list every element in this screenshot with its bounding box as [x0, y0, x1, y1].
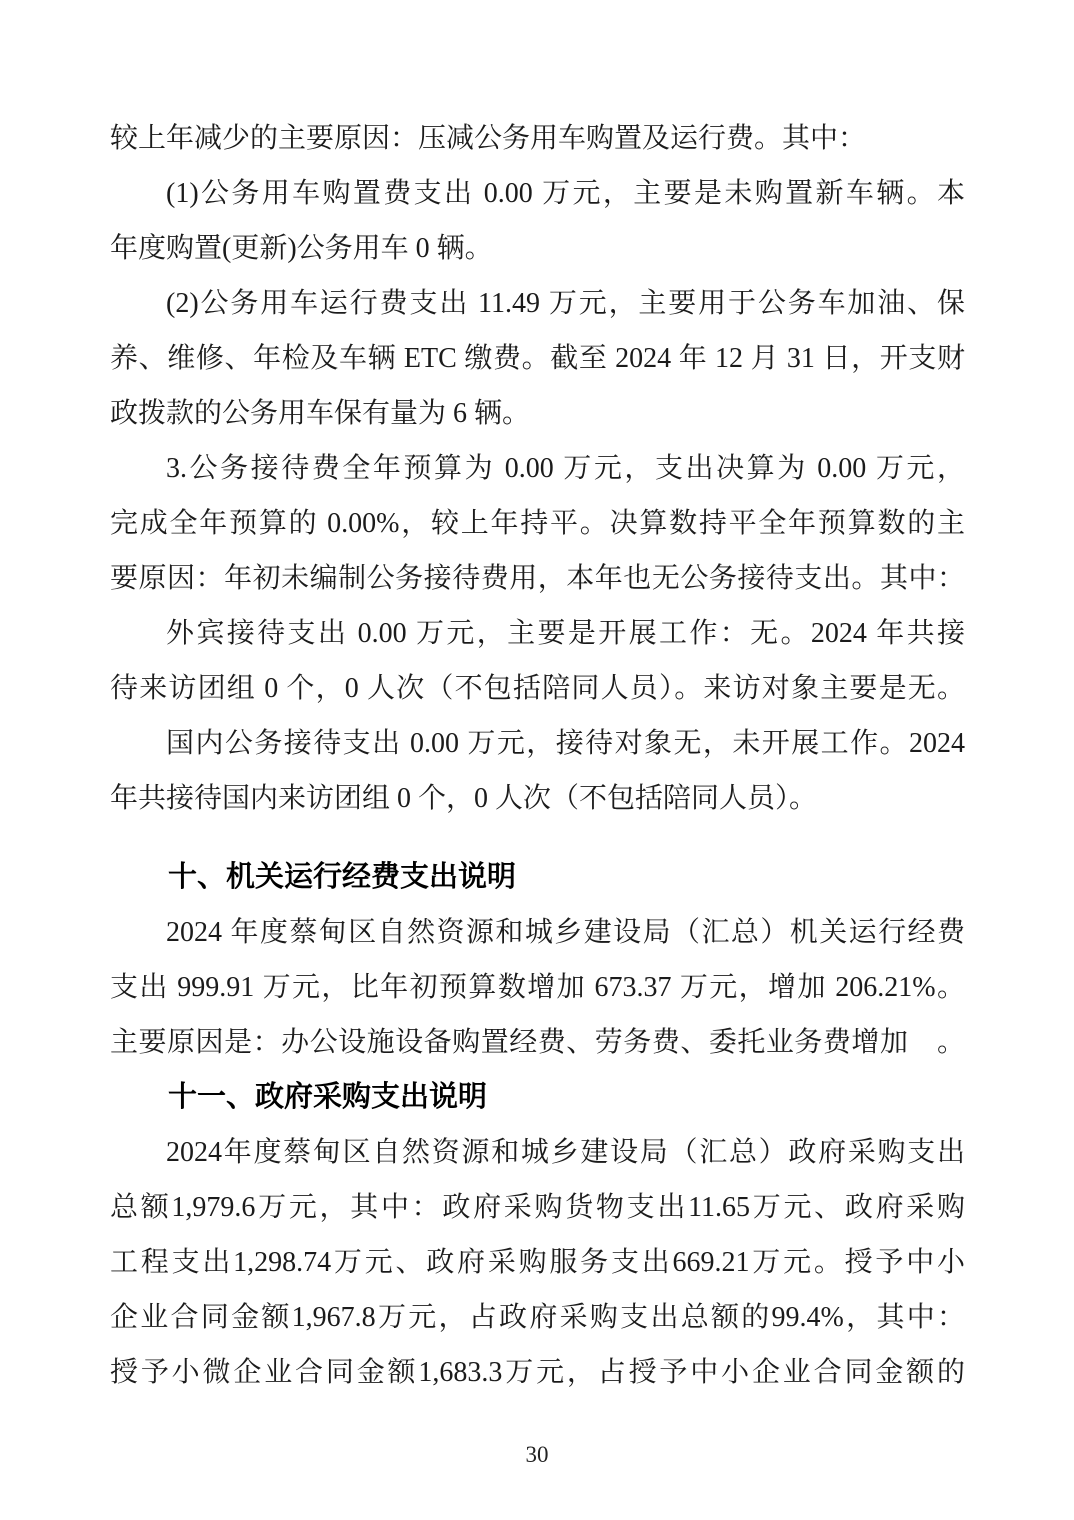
text-line: 外宾接待支出 0.00 万元，主要是开展工作：无。2024 年共接: [166, 618, 965, 649]
section-heading: 十一、政府采购支出说明: [168, 1081, 488, 1113]
text-line: 总额1,979.6万元，其中：政府采购货物支出11.65万元、政府采购: [110, 1192, 965, 1223]
text-line: 待来访团组 0 个，0 人次（不包括陪同人员）。来访对象主要是无。: [110, 673, 965, 704]
document-body: [110, 111, 965, 1400]
text-line: 支出 999.91 万元，比年初预算数增加 673.37 万元，增加 206.21%。: [110, 972, 965, 1003]
text-line: 工程支出1,298.74万元、政府采购服务支出669.21万元。授予中小: [110, 1247, 965, 1278]
text-line: 授予小微企业合同金额1,683.3万元，占授予中小企业合同金额的: [110, 1357, 965, 1388]
text-line: 要原因：年初未编制公务接待费用，本年也无公务接待支出。其中：: [110, 563, 965, 594]
page-number: 30: [525, 1442, 549, 1467]
text-line: 主要原因是：办公设施设备购置经费、劳务费、委托业务费增加 。: [110, 1027, 965, 1058]
section-heading: 十、机关运行经费支出说明: [168, 861, 517, 893]
text-line: (2)公务用车运行费支出 11.49 万元，主要用于公务车加油、保: [166, 288, 965, 319]
text-line: 养、维修、年检及车辆 ETC 缴费。截至 2024 年 12 月 31 日，开支财: [110, 343, 965, 374]
text-line: (1)公务用车购置费支出 0.00 万元，主要是未购置新车辆。本: [166, 178, 965, 209]
text-line: 3.公务接待费全年预算为 0.00 万元，支出决算为 0.00 万元，: [166, 453, 965, 484]
text-line: 政拨款的公务用车保有量为 6 辆。: [110, 398, 531, 429]
text-line: 较上年减少的主要原因：压减公务用车购置及运行费。其中：: [110, 123, 867, 154]
text-line: 年度购置(更新)公务用车 0 辆。: [110, 233, 493, 264]
text-line: 年共接待国内来访团组 0 个，0 人次（不包括陪同人员）。: [110, 783, 818, 814]
text-line: 2024 年度蔡甸区自然资源和城乡建设局（汇总）机关运行经费: [166, 917, 965, 948]
text-line: 企业合同金额1,967.8万元，占政府采购支出总额的99.4%，其中：: [110, 1302, 965, 1333]
text-line: 完成全年预算的 0.00%，较上年持平。决算数持平全年预算数的主: [110, 508, 965, 539]
text-line: 2024年度蔡甸区自然资源和城乡建设局（汇总）政府采购支出: [166, 1137, 965, 1168]
text-line: 国内公务接待支出 0.00 万元，接待对象无，未开展工作。2024: [166, 728, 965, 759]
